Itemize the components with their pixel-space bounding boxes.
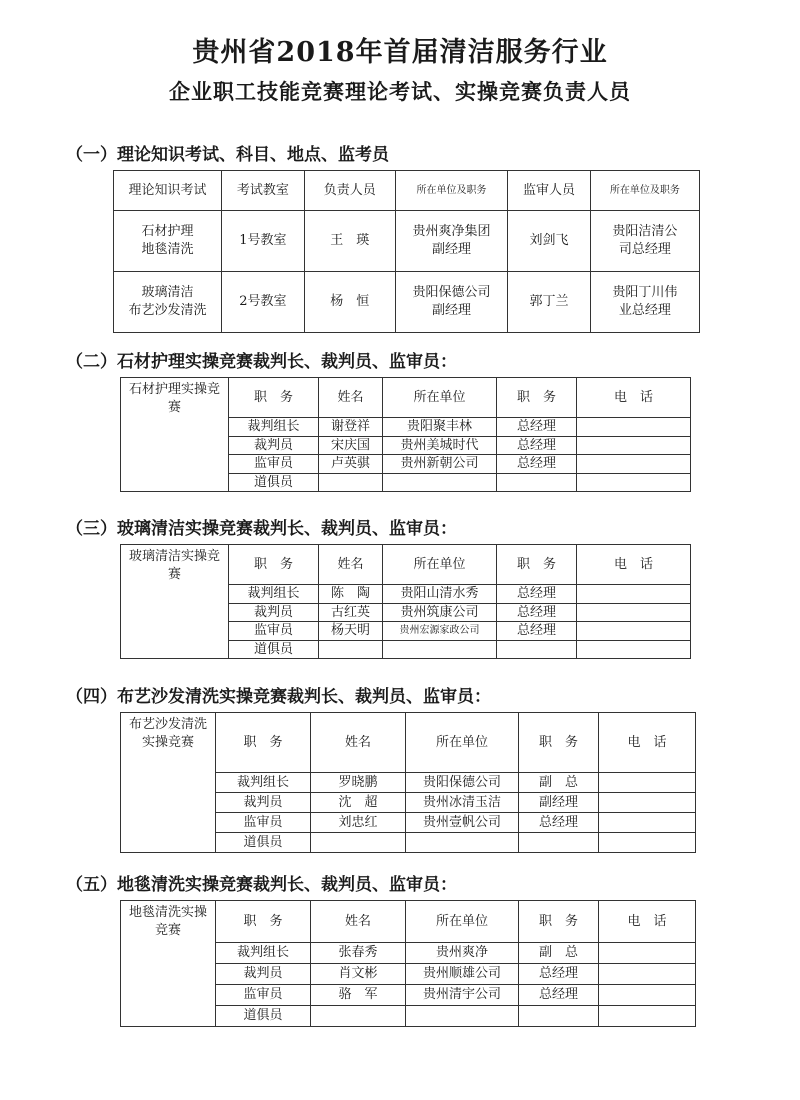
responsible-person: 杨 恒	[304, 272, 395, 333]
exam-subject: 石材护理 地毯清洗	[114, 211, 222, 272]
header-cell: 电 话	[599, 713, 696, 773]
role-cell: 监审员	[229, 622, 319, 641]
document-subtitle: 企业职工技能竞赛理论考试、实操竞赛负责人员	[169, 79, 631, 104]
phone-cell	[577, 418, 691, 437]
title-cell: 总经理	[497, 603, 577, 622]
role-cell: 监审员	[216, 813, 311, 833]
title-cell: 总经理	[497, 418, 577, 437]
table-header-row	[121, 378, 691, 418]
phone-cell	[577, 473, 691, 492]
unit-cell: 贵阳聚丰林	[383, 418, 497, 437]
role-cell: 道俱员	[216, 1006, 311, 1027]
phone-cell	[599, 813, 696, 833]
header-cell: 负责人员	[304, 171, 395, 211]
responsible-person: 王 瑛	[304, 211, 395, 272]
name-cell: 刘忠红	[311, 813, 406, 833]
table-header-row	[121, 713, 696, 773]
title-cell: 总经理	[519, 964, 599, 985]
event-label: 地毯清洗实操竞赛	[121, 901, 216, 1027]
phone-cell	[577, 603, 691, 622]
header-cell: 职 务	[519, 713, 599, 773]
table-header-row	[114, 171, 700, 211]
section-5-heading: （五）地毯清洗实操竞赛裁判长、裁判员、监审员：	[66, 875, 457, 895]
name-cell	[319, 473, 383, 492]
header-cell: 姓名	[311, 713, 406, 773]
section-4-heading: （四）布艺沙发清洗实操竞赛裁判长、裁判员、监审员：	[66, 687, 491, 707]
unit-cell: 贵阳山清水秀	[383, 585, 497, 604]
header-cell: 所在单位及职务	[590, 171, 699, 211]
unit-cell: 贵州筑康公司	[383, 603, 497, 622]
name-cell: 骆 军	[311, 985, 406, 1006]
unit-cell: 贵州宏源家政公司	[383, 622, 497, 641]
unit-cell: 贵阳保德公司	[406, 773, 519, 793]
auditor-name: 刘剑飞	[508, 211, 591, 272]
auditor-unit: 贵阳洁清公 司总经理	[590, 211, 699, 272]
event-label: 玻璃清洁实操竞赛	[121, 545, 229, 659]
auditor-unit: 贵阳丁川伟 业总经理	[590, 272, 699, 333]
role-cell: 道俱员	[229, 640, 319, 659]
role-cell: 裁判员	[216, 793, 311, 813]
title-cell: 总经理	[519, 813, 599, 833]
header-cell: 所在单位	[406, 901, 519, 943]
role-cell: 裁判组长	[216, 943, 311, 964]
name-cell: 张春秀	[311, 943, 406, 964]
header-cell: 电 话	[599, 901, 696, 943]
phone-cell	[577, 455, 691, 474]
header-cell: 所在单位	[406, 713, 519, 773]
section-1-heading: （一）理论知识考试、科目、地点、监考员	[66, 145, 389, 165]
exam-room: 2号教室	[222, 272, 305, 333]
phone-cell	[599, 943, 696, 964]
role-cell: 监审员	[229, 455, 319, 474]
responsible-unit: 贵阳保德公司 副经理	[395, 272, 507, 333]
role-cell: 裁判组长	[229, 585, 319, 604]
responsible-unit: 贵州爽净集团 副经理	[395, 211, 507, 272]
title-cell: 总经理	[519, 985, 599, 1006]
header-cell: 电 话	[577, 545, 691, 585]
phone-cell	[577, 585, 691, 604]
name-cell: 谢登祥	[319, 418, 383, 437]
event-label: 石材护理实操竞赛	[121, 378, 229, 492]
header-cell: 所在单位及职务	[395, 171, 507, 211]
name-cell: 肖文彬	[311, 964, 406, 985]
table-header-row	[121, 901, 696, 943]
role-cell: 裁判组长	[216, 773, 311, 793]
carpet-cleaning-judges-table	[120, 900, 696, 1027]
title-cell	[519, 1006, 599, 1027]
unit-cell	[406, 1006, 519, 1027]
header-cell: 监审人员	[508, 171, 591, 211]
header-cell: 理论知识考试	[114, 171, 222, 211]
unit-cell: 贵州壹帆公司	[406, 813, 519, 833]
title-cell: 总经理	[497, 585, 577, 604]
name-cell: 古红英	[319, 603, 383, 622]
header-cell: 姓名	[311, 901, 406, 943]
header-cell: 所在单位	[383, 378, 497, 418]
table-header-row	[121, 545, 691, 585]
phone-cell	[577, 436, 691, 455]
header-cell: 职 务	[497, 378, 577, 418]
title-cell	[497, 640, 577, 659]
title-cell: 副 总	[519, 943, 599, 964]
header-cell: 姓名	[319, 378, 383, 418]
glass-cleaning-judges-table	[120, 544, 691, 659]
header-cell: 职 务	[216, 901, 311, 943]
title-cell	[519, 833, 599, 853]
phone-cell	[599, 833, 696, 853]
header-cell: 职 务	[519, 901, 599, 943]
title-cell: 总经理	[497, 436, 577, 455]
exam-room: 1号教室	[222, 211, 305, 272]
stone-care-judges-table	[120, 377, 691, 492]
phone-cell	[599, 773, 696, 793]
title-cell	[497, 473, 577, 492]
table-row	[114, 211, 700, 272]
name-cell: 宋庆国	[319, 436, 383, 455]
phone-cell	[577, 622, 691, 641]
header-cell: 姓名	[319, 545, 383, 585]
name-cell: 卢英骐	[319, 455, 383, 474]
phone-cell	[577, 640, 691, 659]
name-cell: 陈 陶	[319, 585, 383, 604]
header-cell: 电 话	[577, 378, 691, 418]
name-cell	[319, 640, 383, 659]
unit-cell: 贵州爽净	[406, 943, 519, 964]
phone-cell	[599, 985, 696, 1006]
role-cell: 裁判员	[229, 436, 319, 455]
unit-cell: 贵州清宇公司	[406, 985, 519, 1006]
role-cell: 道俱员	[216, 833, 311, 853]
unit-cell: 贵州美城时代	[383, 436, 497, 455]
phone-cell	[599, 964, 696, 985]
exam-staff-table	[113, 170, 700, 333]
title-cell: 副 总	[519, 773, 599, 793]
unit-cell	[383, 640, 497, 659]
header-cell: 职 务	[216, 713, 311, 773]
title-cell: 总经理	[497, 622, 577, 641]
title-cell: 总经理	[497, 455, 577, 474]
phone-cell	[599, 793, 696, 813]
fabric-sofa-judges-table	[120, 712, 696, 853]
title-cell: 副经理	[519, 793, 599, 813]
unit-cell	[383, 473, 497, 492]
unit-cell: 贵州冰清玉洁	[406, 793, 519, 813]
unit-cell: 贵州新朝公司	[383, 455, 497, 474]
header-cell: 所在单位	[383, 545, 497, 585]
section-3-heading: （三）玻璃清洁实操竞赛裁判长、裁判员、监审员：	[66, 519, 457, 539]
name-cell	[311, 1006, 406, 1027]
phone-cell	[599, 1006, 696, 1027]
header-cell: 考试教室	[222, 171, 305, 211]
role-cell: 裁判组长	[229, 418, 319, 437]
name-cell: 沈 超	[311, 793, 406, 813]
header-cell: 职 务	[229, 545, 319, 585]
event-label: 布艺沙发清洗实操竞赛	[121, 713, 216, 853]
role-cell: 裁判员	[216, 964, 311, 985]
unit-cell: 贵州顺雄公司	[406, 964, 519, 985]
document-title: 贵州省2018年首届清洁服务行业	[192, 37, 608, 68]
unit-cell	[406, 833, 519, 853]
name-cell: 罗晓鹏	[311, 773, 406, 793]
header-cell: 职 务	[229, 378, 319, 418]
section-2-heading: （二）石材护理实操竞赛裁判长、裁判员、监审员：	[66, 352, 457, 372]
exam-subject: 玻璃清洁 布艺沙发清洗	[114, 272, 222, 333]
header-cell: 职 务	[497, 545, 577, 585]
auditor-name: 郭丁兰	[508, 272, 591, 333]
table-row	[114, 272, 700, 333]
name-cell	[311, 833, 406, 853]
role-cell: 道俱员	[229, 473, 319, 492]
name-cell: 杨天明	[319, 622, 383, 641]
role-cell: 监审员	[216, 985, 311, 1006]
role-cell: 裁判员	[229, 603, 319, 622]
